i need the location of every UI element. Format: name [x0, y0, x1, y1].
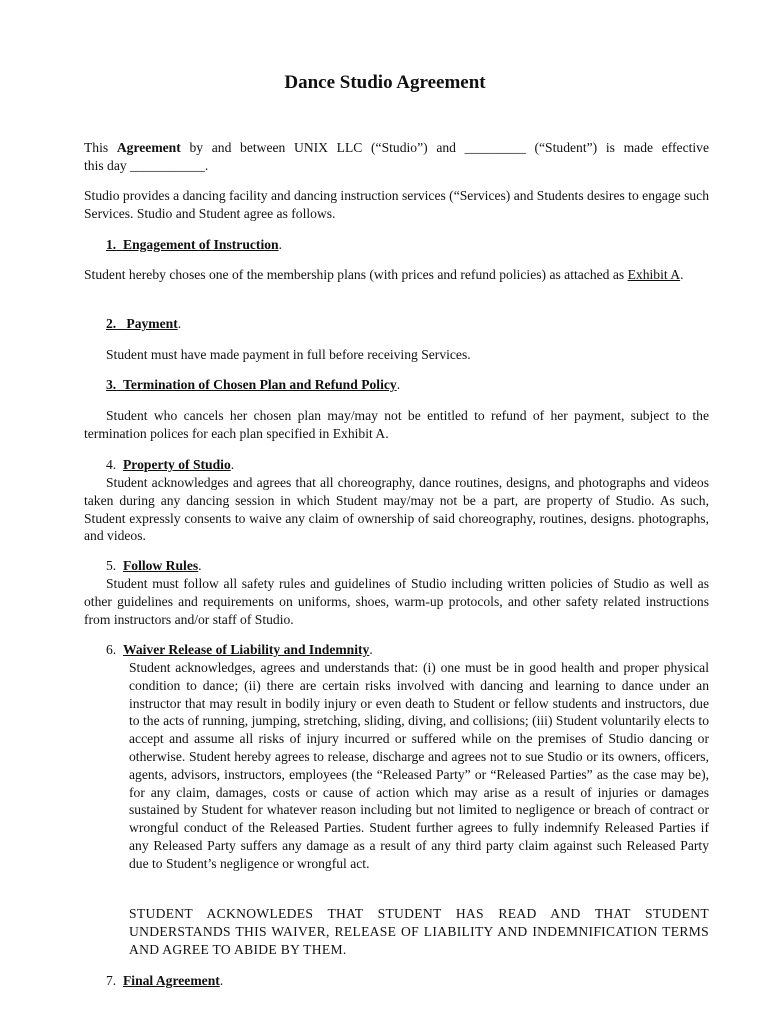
intro-line-2: this day ___________.: [84, 157, 209, 173]
section-1-title: Engagement of Instruction: [123, 237, 279, 252]
section-2-period: .: [177, 316, 182, 331]
intro-line-1: [84, 139, 709, 157]
section-5-title: Follow Rules: [123, 558, 199, 573]
section-7-title: Final Agreement: [123, 973, 220, 988]
section-4-body: Student acknowledges and agrees that all choreography, dance routines, designs, and photographs and videos taken during any dancing session in which Student may/may not be a part, are property of Studio. As such, Student expressly consents to waive any claim of ownership of said choreography, routines, designs. photographs, and videos.: [84, 475, 709, 544]
section-4-heading: [106, 456, 709, 474]
section-3-period: .: [396, 377, 401, 392]
exhibit-a-link[interactable]: Exhibit A: [627, 267, 681, 282]
section-5-heading: [106, 557, 709, 575]
intro-parties: by and between UNIX LLC (“Studio”) and _________ (“Student”) is made effective: [180, 140, 709, 155]
section-6-number: 6.: [106, 642, 117, 657]
section-2-number: 2.: [106, 316, 117, 331]
section-6-heading: [106, 641, 709, 659]
section-5-number: 5.: [106, 558, 117, 573]
section-6-title: Waiver Release of Liability and Indemnity: [123, 642, 370, 657]
section-2-body: Student must have made payment in full before receiving Services.: [106, 347, 471, 362]
section-2-heading: [106, 315, 709, 333]
intro-paragraph: [84, 139, 709, 175]
section-7-number: 7.: [106, 973, 117, 988]
section-1-heading: [106, 236, 709, 254]
section-1-text: Student hereby choses one of the membership plans (with prices and refund policies) as attached as: [84, 267, 628, 282]
services-paragraph: Studio provides a dancing facility and dancing instruction services (“Services) and Students desires to engage such Services. Studio and Student agree as follows.: [84, 188, 709, 221]
section-7-period: .: [219, 973, 224, 988]
section-3-body: Student who cancels her chosen plan may/may not be entitled to refund of her payment, subject to the termination polices for each plan specified in Exhibit A.: [84, 408, 709, 441]
section-3-title: Termination of Chosen Plan and Refund Policy: [123, 377, 397, 392]
section-3-heading: [106, 376, 709, 394]
section-6-period: .: [369, 642, 373, 657]
section-5-body: Student must follow all safety rules and guidelines of Studio including written policies of Studio as well as other guidelines and requirements on uniforms, shoes, warm-up protocols, and other safety related instructions from instructors and/or staff of Studio.: [84, 576, 709, 627]
section-4-period: .: [230, 457, 235, 472]
intro-agreement-term: Agreement: [116, 140, 181, 155]
section-1-number: 1.: [106, 237, 117, 252]
intro-this: This: [84, 140, 117, 155]
section-3-number: 3.: [106, 377, 117, 392]
section-1-period: .: [278, 237, 282, 252]
section-1-body: [84, 266, 709, 284]
section-2-title: Payment: [126, 316, 178, 331]
section-7-heading: [106, 972, 709, 990]
section-4-title: Property of Studio: [123, 457, 231, 472]
section-1-end: .: [680, 267, 684, 282]
page-title: Dance Studio Agreement: [284, 72, 486, 93]
section-5-period: .: [198, 558, 202, 573]
section-6-acknowledgement: STUDENT ACKNOWLEDES THAT STUDENT HAS READ AND THAT STUDENT UNDERSTANDS THIS WAIVER, RELEASE OF LIABILITY AND INDEMNIFICATION TERMS AND AGREE TO ABIDE BY THEM.: [129, 906, 709, 957]
section-4-number: 4.: [106, 457, 117, 472]
section-6-body: Student acknowledges, agrees and understands that: (i) one must be in good health and proper physical condition to dance; (ii) there are certain risks involved with dancing and learning to dance under an instructor that may result in bodily injury or even death to Student or fellow students and instructors, due to the acts of running, jumping, stretching, sliding, diving, and collisions; (iii) Student voluntarily elects to accept and assume all risks of injury incurred or suffered while on the premises of Studio dancing or otherwise. Student hereby agrees to release, discharge and agrees not to sue Studio or its owners, officers, agents, advisors, instructors, employees (the “Released Party” or “Released Parties” as the case may be), for any claim, damages, costs or cause of action which may arise as a result of injuries or damages sustained by Student for whatever reason including but not limited to negligence or breach of contract or wrongful conduct of the Released Parties. Student further agrees to fully indemnify Released Parties if any Released Party suffers any damage as a result of any third party claim against such Released Party due to Student’s negligence or wrongful act.: [129, 660, 709, 871]
